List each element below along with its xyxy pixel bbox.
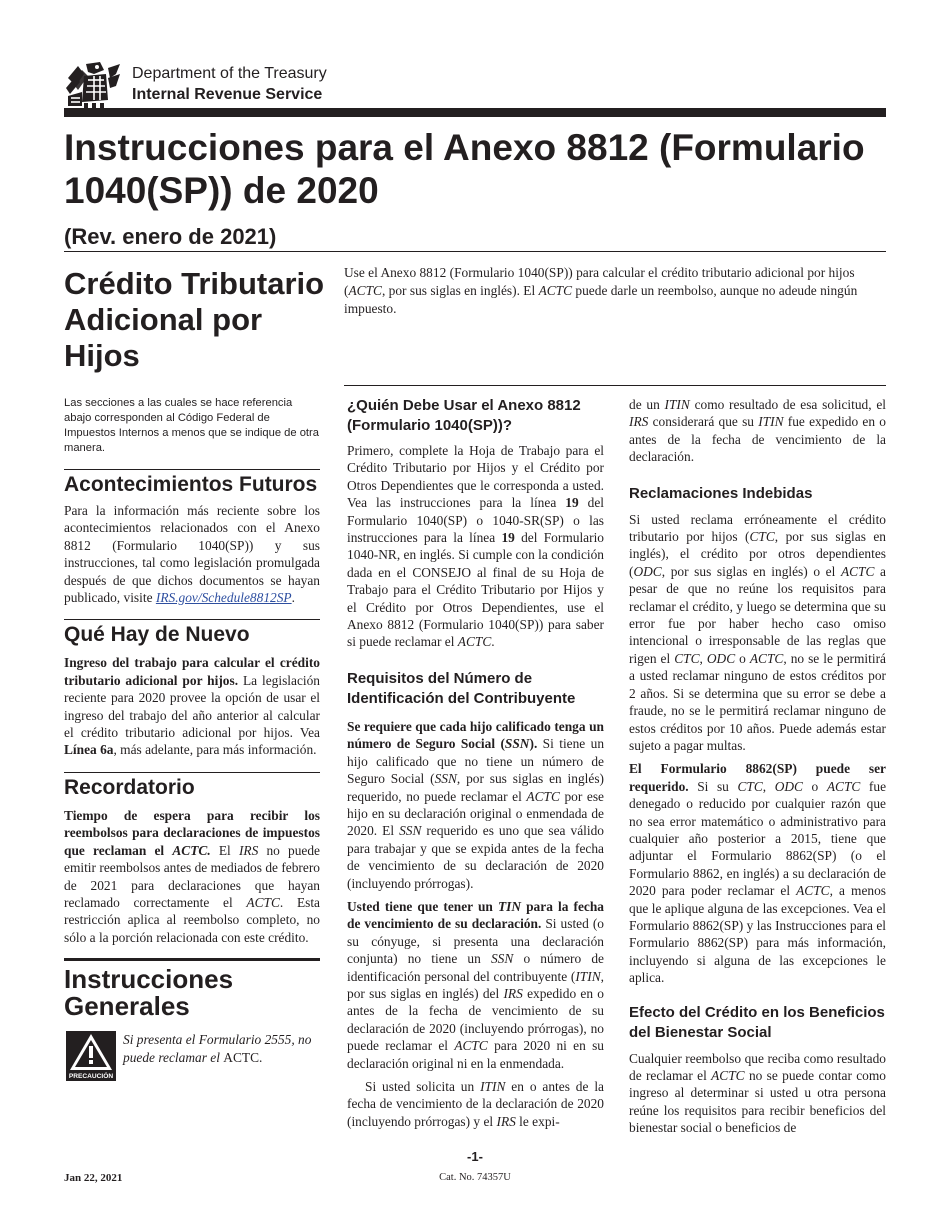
caution-label: PRECAUCIÓN <box>68 1073 114 1081</box>
indebidas-paragraph-2: El Formulario 8862(SP) puede ser requerido. Si su CTC, ODC o ACTC fue denegado o reducido por cualquier razón que no sea error matemático o administrativo para cualquier año posterior a 2015, tiene que adjuntar el Formulario 8862(SP) (o el Formulario 8862, en inglés) a su declaración de 2020 para poder reclamar el ACTC, a menos que le aplique alguna de las excepciones. Vea el Formulario 8862(SP) y las Instrucciones para el Formulario 8862(SP) para más información, incluyendo si alguna de las excepciones le aplica. <box>629 761 887 986</box>
column-1 <box>64 396 320 1081</box>
schedule-8812sp-link[interactable]: IRS.gov/Schedule8812SP <box>155 590 292 606</box>
section-rule-thick <box>64 958 320 961</box>
quien-paragraph: Primero, complete la Hoja de Trabajo para el Crédito Tributario por Hijos y el Crédito por Otros Dependientes que le corresponda a usted. Vea las instrucciones para la línea 19 del Formulario 1040(SP) o 1040-SR(SP) o las instrucciones para la línea 19 del Formulario 1040-NR, en inglés. Si cumple con la condición dada en el CONSEJO al final de su Hoja de Trabajo para el Crédito Tributario por Hijos y el Crédito por Otros Dependientes, use el Anexo 8812 (Formulario 1040(SP)) para saber si puede reclamar el ACTC. <box>347 443 604 650</box>
section-rule <box>64 619 320 620</box>
catalog-number: Cat. No. 74357U <box>439 1172 511 1183</box>
intro-paragraph: Use el Anexo 8812 (Formulario 1040(SP)) para calcular el crédito tributario adicional por hijos (ACTC, por sus siglas en inglés). El ACTC puede darle un reembolso, aunque no adeude ningún impuesto. <box>344 265 858 316</box>
requisitos-paragraph-3: Si usted solicita un ITIN en o antes de la fecha de vencimiento de la declaración de 2020 (incluyendo prórrogas) y el IRS le expi- <box>347 1079 605 1129</box>
heading-quien-debe-usar: ¿Quién Debe Usar el Anexo 8812 (Formulario 1040(SP))? <box>347 397 581 434</box>
heading-requisitos-tin: Requisitos del Número de Identificación del Contribuyente <box>347 669 576 707</box>
column-2 <box>347 396 604 1130</box>
heading-instrucciones-generales: Instrucciones Generales <box>64 964 234 1022</box>
heading-recordatorio: Recordatorio <box>64 775 195 799</box>
title-rule <box>64 251 886 252</box>
recordatorio-paragraph: Tiempo de espera para recibir los reembolsos para declaraciones de impuestos que reclaman el ACTC. El IRS no puede emitir reembolsos antes de mediados de febrero de 2021 para declaraciones que hayan reclamado correctamente el ACTC. Esta restricción aplica al reembolso completo, no sólo a la porción relacionada con este crédito. <box>64 807 321 945</box>
agency-department: Department of the Treasury <box>132 65 327 82</box>
code-reference-note: Las secciones a las cuales se hace referencia abajo corresponden al Código Federal de Impuestos Internos a menos que se indique de otra manera. <box>64 397 319 454</box>
agency-irs: Internal Revenue Service <box>132 86 323 103</box>
heading-acontecimientos: Acontecimientos Futuros <box>64 473 318 496</box>
irs-header <box>64 58 886 108</box>
heading-efecto-bienestar: Efecto del Crédito en los Beneficios del Bienestar Social <box>629 1003 885 1041</box>
acontecimientos-paragraph: Para la información más reciente sobre los acontecimientos relacionados con el Anexo 8812 (Formulario 1040(SP)) y sus instrucciones, tal como legislación promulgada después de que dichos documentos se hayan publicado, visite IRS.gov/Schedule8812SP. <box>64 503 320 606</box>
heading-que-hay-de-nuevo: Qué Hay de Nuevo <box>64 623 250 647</box>
requisitos-paragraph-2: Usted tiene que tener un TIN para la fecha de vencimiento de su declaración. Si usted (o su cónyuge, si presenta una declaración conjunta) no tiene un SSN o número de identificación personal del contribuyente (ITIN, por sus siglas en inglés) del IRS expedido en o antes de la fecha de vencimiento de su declaración de 2020 (incluyendo prórrogas), no puede reclamar el ACTC para 2020 ni en su declaración original ni en la enmendada. <box>347 898 605 1071</box>
revision-date: (Rev. enero de 2021) <box>64 224 277 249</box>
publication-date: Jan 22, 2021 <box>64 1172 123 1184</box>
indebidas-paragraph-1: Si usted reclama erróneamente el crédito tributario por hijos (CTC, por sus siglas en inglés), el crédito por otros dependientes (ODC, por sus siglas en inglés) o el ACTC a pesar de que no reúne los requisitos para reclamar el crédito, y luego se determina que su error fue por haber hecho caso omiso intencional o irresponsable de las reglas que rigen el CTC, ODC o ACTC, no se le permitirá a usted reclamar ninguno de estos créditos por 2 años. Si se determina que su error se debe a fraude, no se le permitirá reclamar ninguno de estos créditos por 10 años. Puede además estar sujeto a pagar multas. <box>629 511 886 753</box>
requisitos-paragraph-1: Se requiere que cada hijo calificado tenga un número de Seguro Social (SSN). Si tiene un hijo calificado que no tiene un número de Seguro Social (SSN, por sus siglas en inglés) requerido, no puede reclamar el ACTC por ese hijo en su declaración original o enmendada de 2020. El SSN requerido es uno que sea válido para trabajar y que se expida antes de la fecha de vencimiento de su declaración de 2020 (incluyendo prórrogas). <box>347 718 605 891</box>
page-title: Instrucciones para el Anexo 8812 (Formulario 1040(SP)) de 2020 <box>64 127 865 211</box>
heading-reclamaciones-indebidas: Reclamaciones Indebidas <box>629 484 813 502</box>
efecto-paragraph: Cualquier reembolso que reciba como resultado de reclamar el ACTC no se puede contar como ingreso al determinar si usted u otra persona reúne los requisitos para recibir beneficios del bienestar social o beneficios de <box>629 1050 886 1136</box>
nuevo-paragraph: Ingreso del trabajo para calcular el crédito tributario adicional por hijos. La legislación reciente para 2020 provee la opción de usar el ingreso del trabajo del año anterior al calcular el crédito tributario adicional por hijos. Vea Línea 6a, más adelante, para más información. <box>64 655 321 758</box>
page-number: -1- <box>467 1149 483 1164</box>
caution-icon <box>66 1031 116 1081</box>
itin-continuation-paragraph: de un ITIN como resultado de esa solicitud, el IRS considerará que su ITIN fue expedido en o antes de la fecha de vencimiento de la declaración. <box>629 397 886 465</box>
credit-title: Crédito Tributario Adicional por Hijos <box>64 266 325 373</box>
column-3 <box>629 396 886 1137</box>
header-rule <box>64 108 886 117</box>
intro-rule <box>344 385 886 386</box>
section-rule <box>64 469 320 470</box>
caution-box <box>64 1031 320 1081</box>
irs-eagle-icon <box>64 60 122 108</box>
section-rule <box>64 772 320 773</box>
caution-text: Si presenta el Formulario 2555, no puede reclamar el ACTC. <box>123 1032 312 1066</box>
